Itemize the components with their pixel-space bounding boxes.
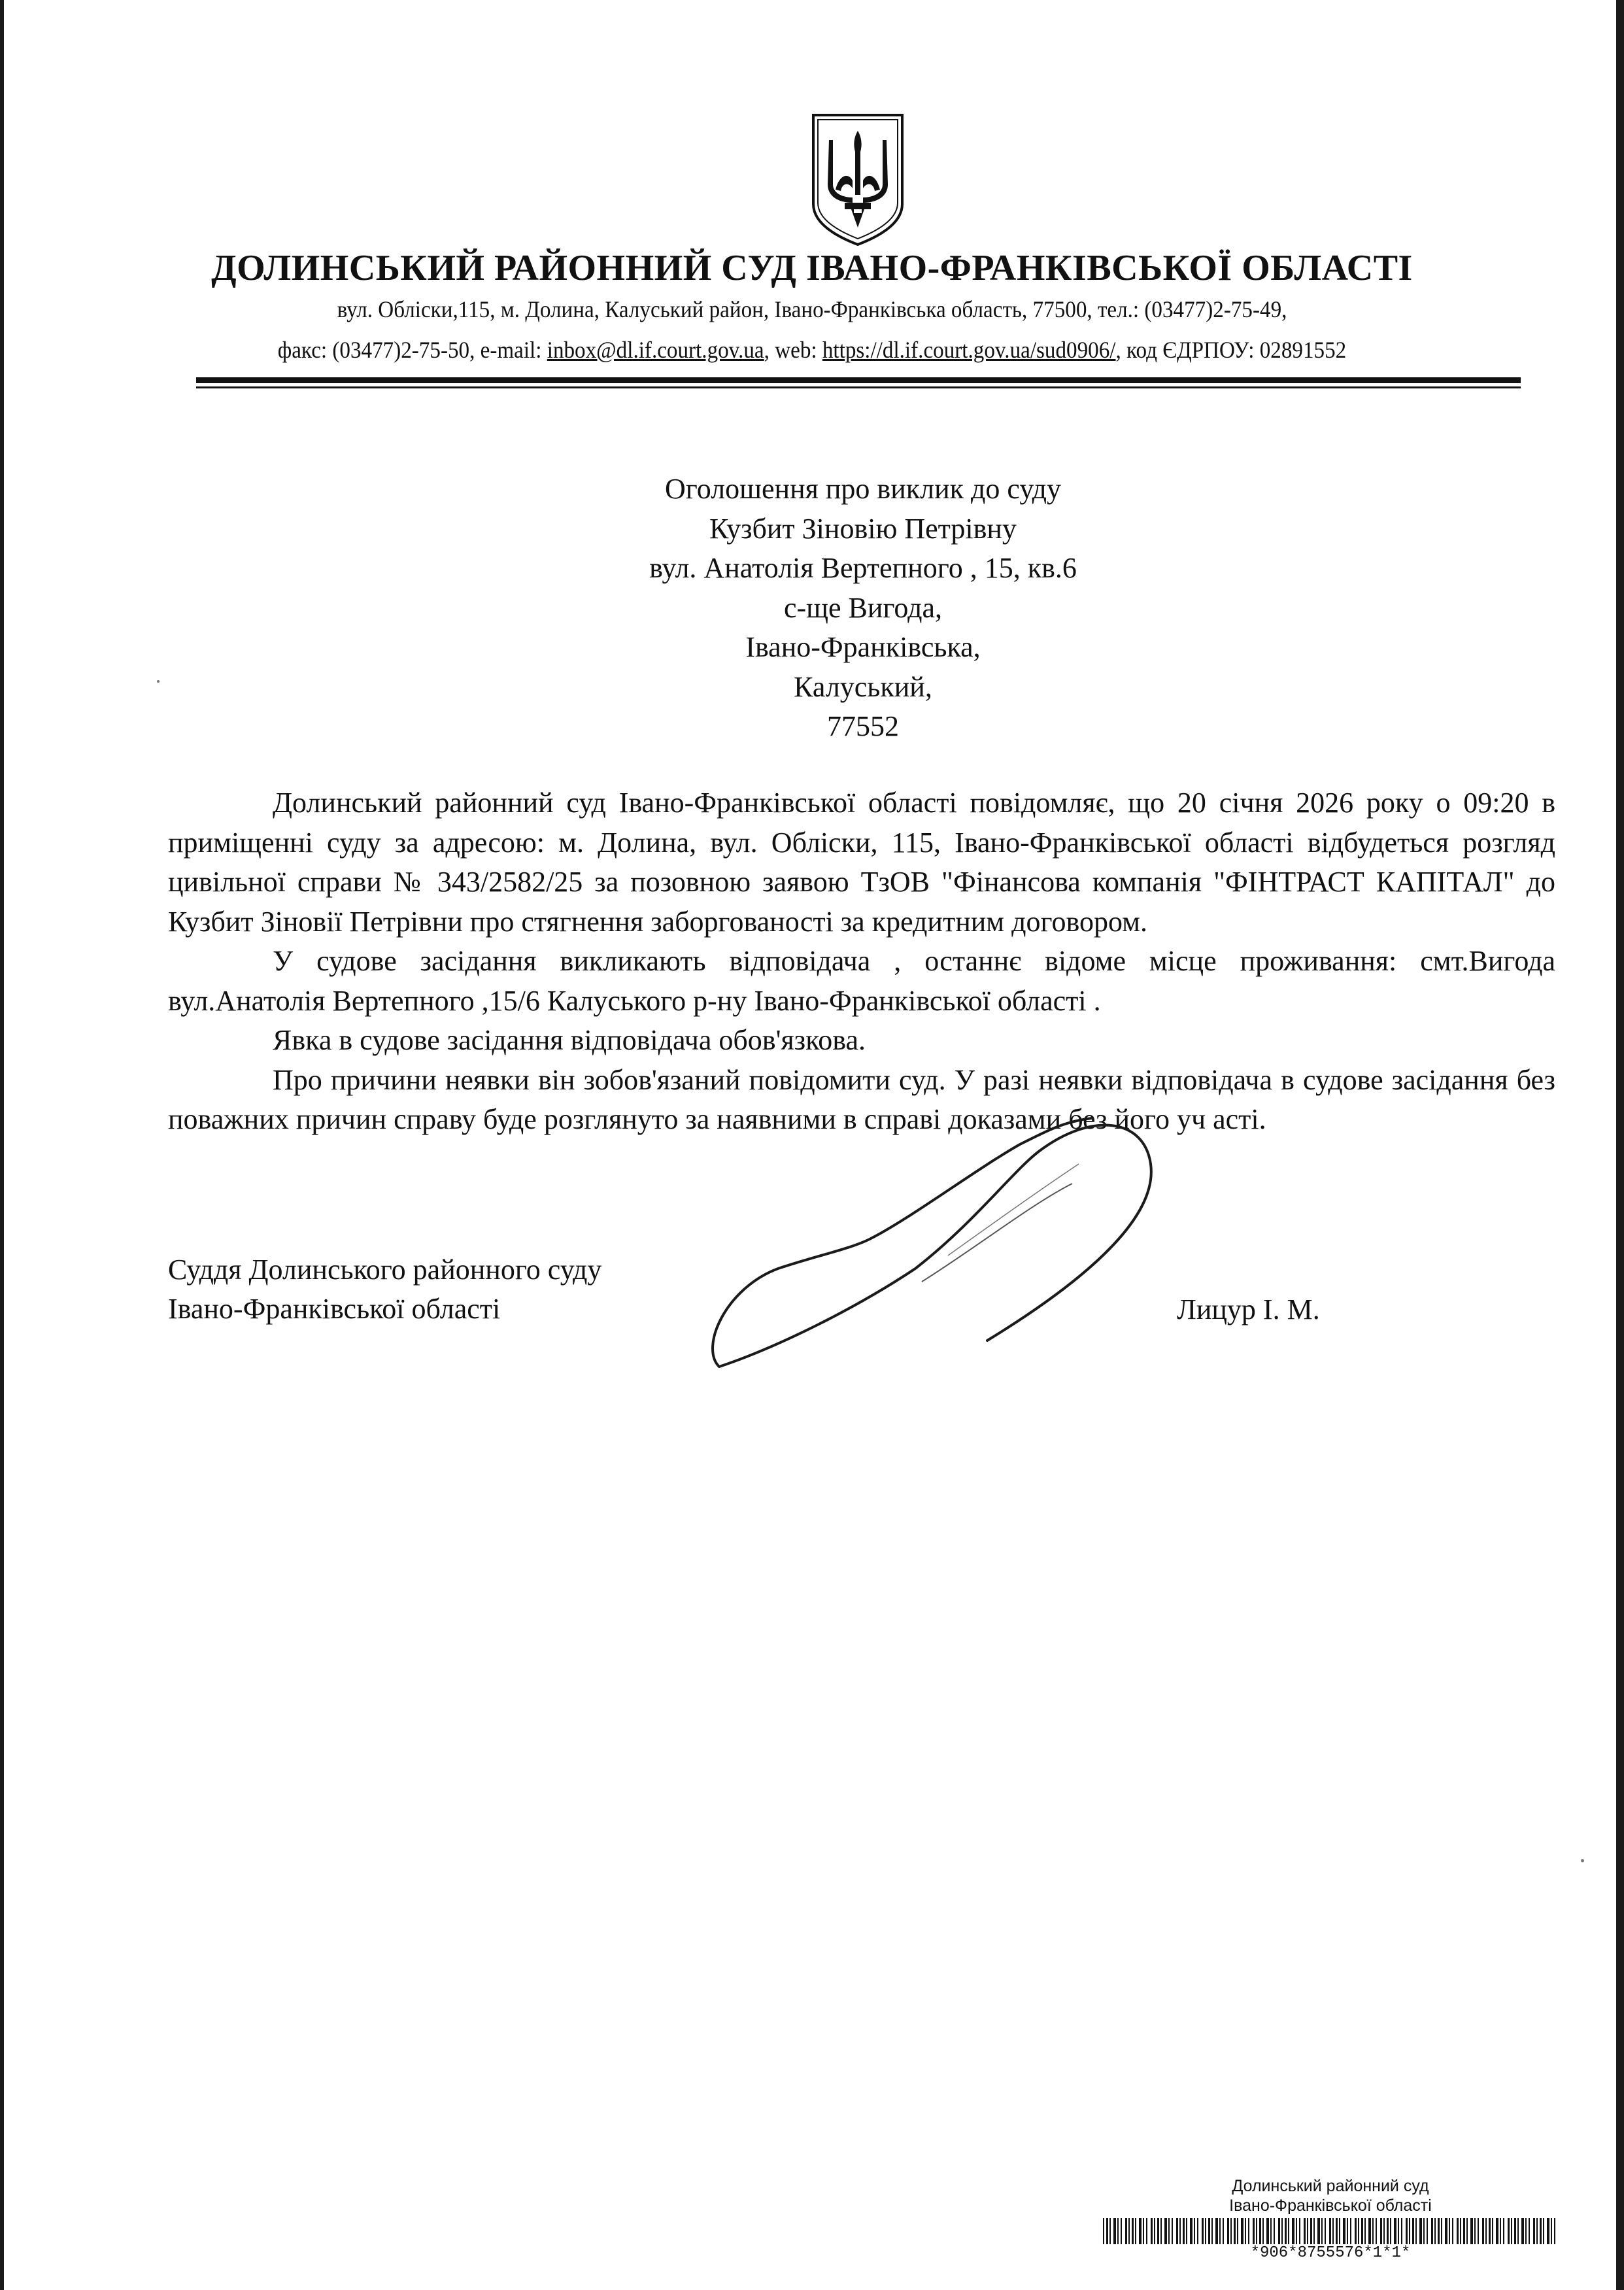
barcode-bar [1415, 2218, 1417, 2244]
barcode-bar [1288, 2218, 1289, 2244]
barcode-bar [1409, 2218, 1410, 2244]
barcode-bar [1329, 2218, 1331, 2244]
barcode-bar [1179, 2218, 1181, 2244]
barcode-bar [1128, 2218, 1130, 2244]
barcode-bar [1406, 2218, 1408, 2244]
barcode-bar [1383, 2218, 1385, 2244]
barcode-bar [1103, 2218, 1104, 2244]
barcode-bar [1336, 2218, 1338, 2244]
barcode-bar [1253, 2218, 1255, 2244]
barcode-bar [1132, 2218, 1134, 2244]
barcode-bar [1266, 2218, 1269, 2244]
barcode-bar [1197, 2218, 1198, 2244]
court-address: вул. Обліски,115, м. Долина, Калуський район, Івано-Франківська область, 77500, тел.: (03477)2-75-49, [337, 296, 1287, 322]
judge-title [168, 1250, 601, 1329]
barcode-bar [1241, 2218, 1243, 2244]
barcode-bar [1205, 2218, 1206, 2244]
recipient-district: Калуський, [794, 670, 932, 703]
barcode-bar [1508, 2218, 1510, 2244]
barcode-bar [1143, 2218, 1144, 2244]
body-paragraph: У судове засідання викликають відповідача , останнє відоме місце проживання: смт.Вигода вул.Анатолія Вертепного ,15/6 Калуського р-ну Івано-Франківської області . [168, 945, 1555, 1017]
barcode-bar [1304, 2218, 1306, 2244]
email-link[interactable]: inbox@dl.if.court.gov.ua [547, 337, 764, 363]
barcode-bar [1262, 2218, 1264, 2244]
barcode-bar [1296, 2218, 1297, 2244]
barcode-bar [1364, 2218, 1366, 2244]
barcode-bar [1536, 2218, 1538, 2244]
barcode-bar [1434, 2218, 1436, 2244]
barcode-bar [1449, 2218, 1450, 2244]
court-name-heading: ДОЛИНСЬКИЙ РАЙОННИЙ СУД ІВАНО-ФРАНКІВСЬКОЇ ОБЛАСТІ [211, 248, 1413, 288]
barcode-bar [1339, 2218, 1340, 2244]
barcode-bar [1496, 2218, 1498, 2244]
barcode-bar [1503, 2218, 1504, 2244]
barcode-bar [1394, 2218, 1396, 2244]
judge-title-line: Суддя Долинського районного суду [168, 1254, 602, 1286]
scan-left-edge [0, 0, 4, 2290]
body-paragraph: Про причини неявки він зобов'язаний повідомити суд. У разі неявки відповідача в судове засідання без поважних причин справу буде розглянуто за наявними в справі доказами без його уч асті. [168, 1063, 1555, 1135]
recipient-settlement: с-ще Вигода, [783, 591, 943, 624]
barcode-bar [1325, 2218, 1326, 2244]
barcode-bar [1529, 2218, 1530, 2244]
scan-right-edge [1616, 0, 1624, 2290]
barcode-bar [1431, 2218, 1433, 2244]
barcode-bar [1387, 2218, 1389, 2244]
barcode-bar [1237, 2218, 1238, 2244]
barcode-bar [1139, 2218, 1142, 2244]
barcode-bar [1554, 2218, 1555, 2244]
barcode-bar [1154, 2218, 1155, 2244]
barcode-bar [1521, 2218, 1524, 2244]
barcode-bar [1368, 2218, 1371, 2244]
header-divider-thick [196, 377, 1521, 383]
barcode-bar [1470, 2218, 1473, 2244]
fax-label: факс: (03477)2-75-50, e-mail: [277, 337, 547, 363]
barcode-bar [1245, 2218, 1246, 2244]
barcode-bar [1113, 2218, 1116, 2244]
barcode-bar [1310, 2218, 1312, 2244]
barcode-bar [1457, 2218, 1459, 2244]
barcode-bar [1172, 2218, 1173, 2244]
barcode-bar [1466, 2218, 1468, 2244]
barcode-bar [1500, 2218, 1501, 2244]
recipient-region: Івано-Франківська, [745, 631, 981, 663]
barcode-bar [1543, 2218, 1544, 2244]
barcode-bar [1332, 2218, 1334, 2244]
handwritten-signature [700, 1092, 1170, 1380]
barcode-bar [1485, 2218, 1487, 2244]
stamp-region-line: Івано-Франківської області [1229, 2196, 1432, 2215]
barcode-bar [1135, 2218, 1136, 2244]
website-link[interactable]: https://dl.if.court.gov.ua/sud0906/ [822, 337, 1116, 363]
barcode-bar [1109, 2218, 1111, 2244]
barcode-bar [1390, 2218, 1391, 2244]
barcode-bar [1256, 2218, 1257, 2244]
stamp-court-line: Долинський районний суд [1232, 2177, 1429, 2195]
body-paragraph: Долинський районний суд Івано-Франківської області повідомляє, що 20 січня 2026 року о 09:20 в приміщенні суду за адресою: м. Долина, вул. Обліски, 115, Івано-Франківської області відбудеться розгляд цивільної справи № 343/2582/25 за позовною заявою ТзОВ "Фінансова компанія "ФІНТРАСТ КАПІТАЛ" до Кузбит Зіновії Петрівни про стягнення заборгованості за кредитним договором. [168, 787, 1555, 938]
registry-stamp [1102, 2176, 1559, 2263]
barcode-bar [1355, 2218, 1357, 2244]
barcode-bar [1511, 2218, 1512, 2244]
edrpou-label: , код ЄДРПОУ: 02891552 [1115, 337, 1347, 363]
barcode-bar [1106, 2218, 1108, 2244]
barcode-bar [1299, 2218, 1300, 2244]
header-divider-thin [196, 386, 1521, 388]
barcode-bar [1278, 2218, 1280, 2244]
scan-speck [157, 680, 160, 683]
barcode-bar [1223, 2218, 1224, 2244]
barcode-bar [1525, 2218, 1527, 2244]
barcode-bar [1125, 2218, 1127, 2244]
court-contacts [137, 336, 1487, 364]
barcode-bar [1202, 2218, 1204, 2244]
barcode-bar [1517, 2218, 1519, 2244]
barcode-bar [1438, 2218, 1440, 2244]
barcode-bar [1176, 2218, 1178, 2244]
barcode-bar [1281, 2218, 1283, 2244]
barcode-bar [1208, 2218, 1210, 2244]
barcode-bar [1401, 2218, 1402, 2244]
barcode-bar [1248, 2218, 1249, 2244]
web-label: , web: [764, 337, 822, 363]
barcode-bar [1121, 2218, 1122, 2244]
barcode-bar [1478, 2218, 1479, 2244]
barcode-bar [1157, 2218, 1159, 2244]
barcode-bar [1463, 2218, 1465, 2244]
barcode-bar [1492, 2218, 1493, 2244]
barcode-bar [1168, 2218, 1170, 2244]
barcode-bar [1445, 2218, 1447, 2244]
barcode-bar [1234, 2218, 1236, 2244]
barcode-bar [1227, 2218, 1229, 2244]
barcode-bar [1321, 2218, 1323, 2244]
barcode-bar [1164, 2218, 1167, 2244]
barcode-bar [1551, 2218, 1552, 2244]
barcode-bar [1358, 2218, 1359, 2244]
barcode-bar [1194, 2218, 1195, 2244]
barcode-bar [1146, 2218, 1147, 2244]
barcode-bar [1427, 2218, 1428, 2244]
barcode-bar [1482, 2218, 1484, 2244]
barcode-bar [1452, 2218, 1453, 2244]
recipient-street: вул. Анатолія Вертепного , 15, кв.6 [649, 552, 1077, 584]
barcode-bar [1474, 2218, 1476, 2244]
barcode-bar [1514, 2218, 1516, 2244]
barcode-bar [1151, 2218, 1153, 2244]
barcode-bar [1350, 2218, 1351, 2244]
barcode-bar [1317, 2218, 1320, 2244]
judge-name: Лицур І. М. [1177, 1293, 1320, 1325]
barcode-bar [1547, 2218, 1549, 2244]
barcode-bar [1398, 2218, 1399, 2244]
barcode-bar [1211, 2218, 1213, 2244]
barcode-bar [1460, 2218, 1461, 2244]
barcode-bar [1380, 2218, 1382, 2244]
judge-title-line: Івано-Франківської області [168, 1293, 501, 1325]
barcode-bar [1259, 2218, 1261, 2244]
barcode-bar [1423, 2218, 1425, 2244]
barcode-bar [1270, 2218, 1272, 2244]
barcode-bar [1215, 2218, 1218, 2244]
barcode-bar [1372, 2218, 1374, 2244]
barcode-bar [1489, 2218, 1491, 2244]
barcode-bar [1343, 2218, 1345, 2244]
barcode-bar [1230, 2218, 1232, 2244]
barcode-bar [1441, 2218, 1442, 2244]
barcode-bar [1540, 2218, 1542, 2244]
notice-address-block [353, 470, 1373, 747]
notice-body [168, 783, 1555, 1140]
barcode-icon [1102, 2218, 1559, 2244]
barcode-bar [1274, 2218, 1275, 2244]
barcode-bar [1183, 2218, 1185, 2244]
recipient-postcode: 77552 [827, 710, 899, 742]
body-paragraph: Явка в судове засідання відповідача обов'язкова. [273, 1024, 866, 1056]
barcode-bar [1190, 2218, 1193, 2244]
notice-title: Оголошення про виклик до суду [665, 473, 1061, 505]
trident-emblem-icon [809, 111, 906, 248]
scan-speck [1581, 1859, 1584, 1862]
barcode-text: *906*8755576*1*1* [1250, 2244, 1411, 2262]
barcode-bar [1307, 2218, 1308, 2244]
barcode-bar [1347, 2218, 1348, 2244]
barcode-bar [1419, 2218, 1422, 2244]
barcode-bar [1285, 2218, 1287, 2244]
barcode-bar [1533, 2218, 1535, 2244]
barcode-bar [1376, 2218, 1377, 2244]
barcode-bar [1160, 2218, 1162, 2244]
barcode-bar [1361, 2218, 1363, 2244]
barcode-bar [1186, 2218, 1187, 2244]
barcode-bar [1292, 2218, 1294, 2244]
barcode-bar [1117, 2218, 1119, 2244]
recipient-name: Кузбит Зіновію Петрівну [709, 512, 1017, 545]
barcode-bar [1412, 2218, 1414, 2244]
barcode-bar [1313, 2218, 1315, 2244]
barcode-bar [1219, 2218, 1221, 2244]
